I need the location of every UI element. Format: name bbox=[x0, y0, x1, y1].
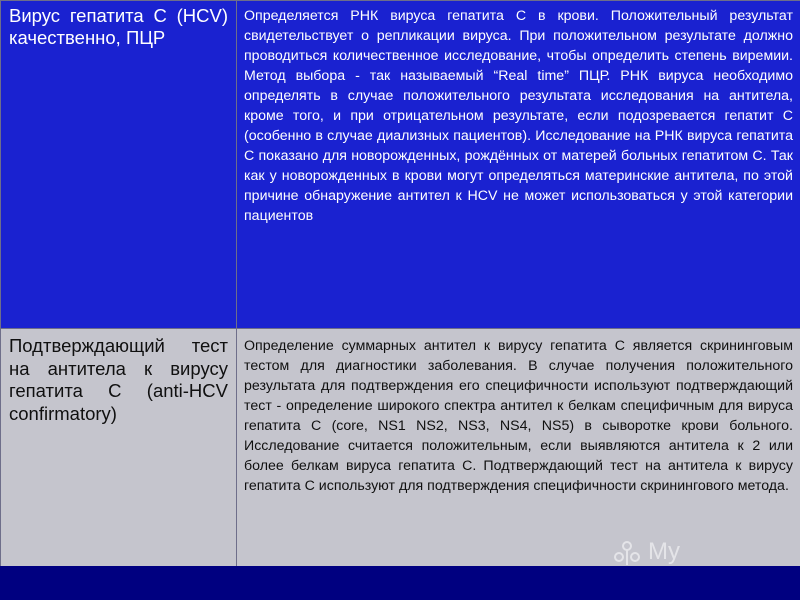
test-name-cell: Подтверждающий тест на антитела к вирусу гепатита С (anti-HCV confirmatory) bbox=[1, 329, 237, 579]
bottom-band bbox=[0, 566, 800, 600]
table-row bbox=[1, 329, 800, 579]
test-description-cell: Определение суммарных антител к вирусу гепатита С является скрининговым тестом для диагностики заболевания. В случае получения положительного результата для подтверждения его специфичности используют подтверждающий тест - определение широкого спектра антител к белкам специфичным для вируса гепатита С (core, NS1 NS2, NS3, NS4, NS5) в сыворотке крови больного. Исследование считается положительным, если выявляются антитела к 2 или более белкам вируса гепатита С. Подтверждающий тест на антитела к вирусу гепатита С используют для подтверждения специфичности скринингового метода. bbox=[237, 329, 800, 579]
test-name-cell: Вирус гепатита С (HCV) качественно, ПЦР bbox=[1, 1, 237, 329]
watermark-text: My bbox=[648, 538, 680, 565]
test-description-cell: Определяется РНК вируса гепатита С в крови. Положительный результат свидетельствует о репликации вируса. При положительном результате должно проводиться количественное исследование, чтобы определить степень виремии. Метод выбора - так называемый “Real time” ПЦР. РНК вируса необходимо определять в случае положительного результата исследования на антитела, кроме того, и при отрицательном результате, если подозревается гепатит С (особенно в случае диализных пациентов). Исследование на РНК вируса гепатита С показано для новорожденных, рождённых от матерей больных гепатитом С. Так как у новорожденных в крови могут определяться материнские антитела, по этой причине обнаружение антител к HCV не может использоваться у этой категории пациентов bbox=[237, 1, 800, 329]
watermark bbox=[612, 537, 680, 567]
table-row bbox=[1, 1, 800, 329]
mysharing-logo-icon bbox=[612, 537, 642, 567]
